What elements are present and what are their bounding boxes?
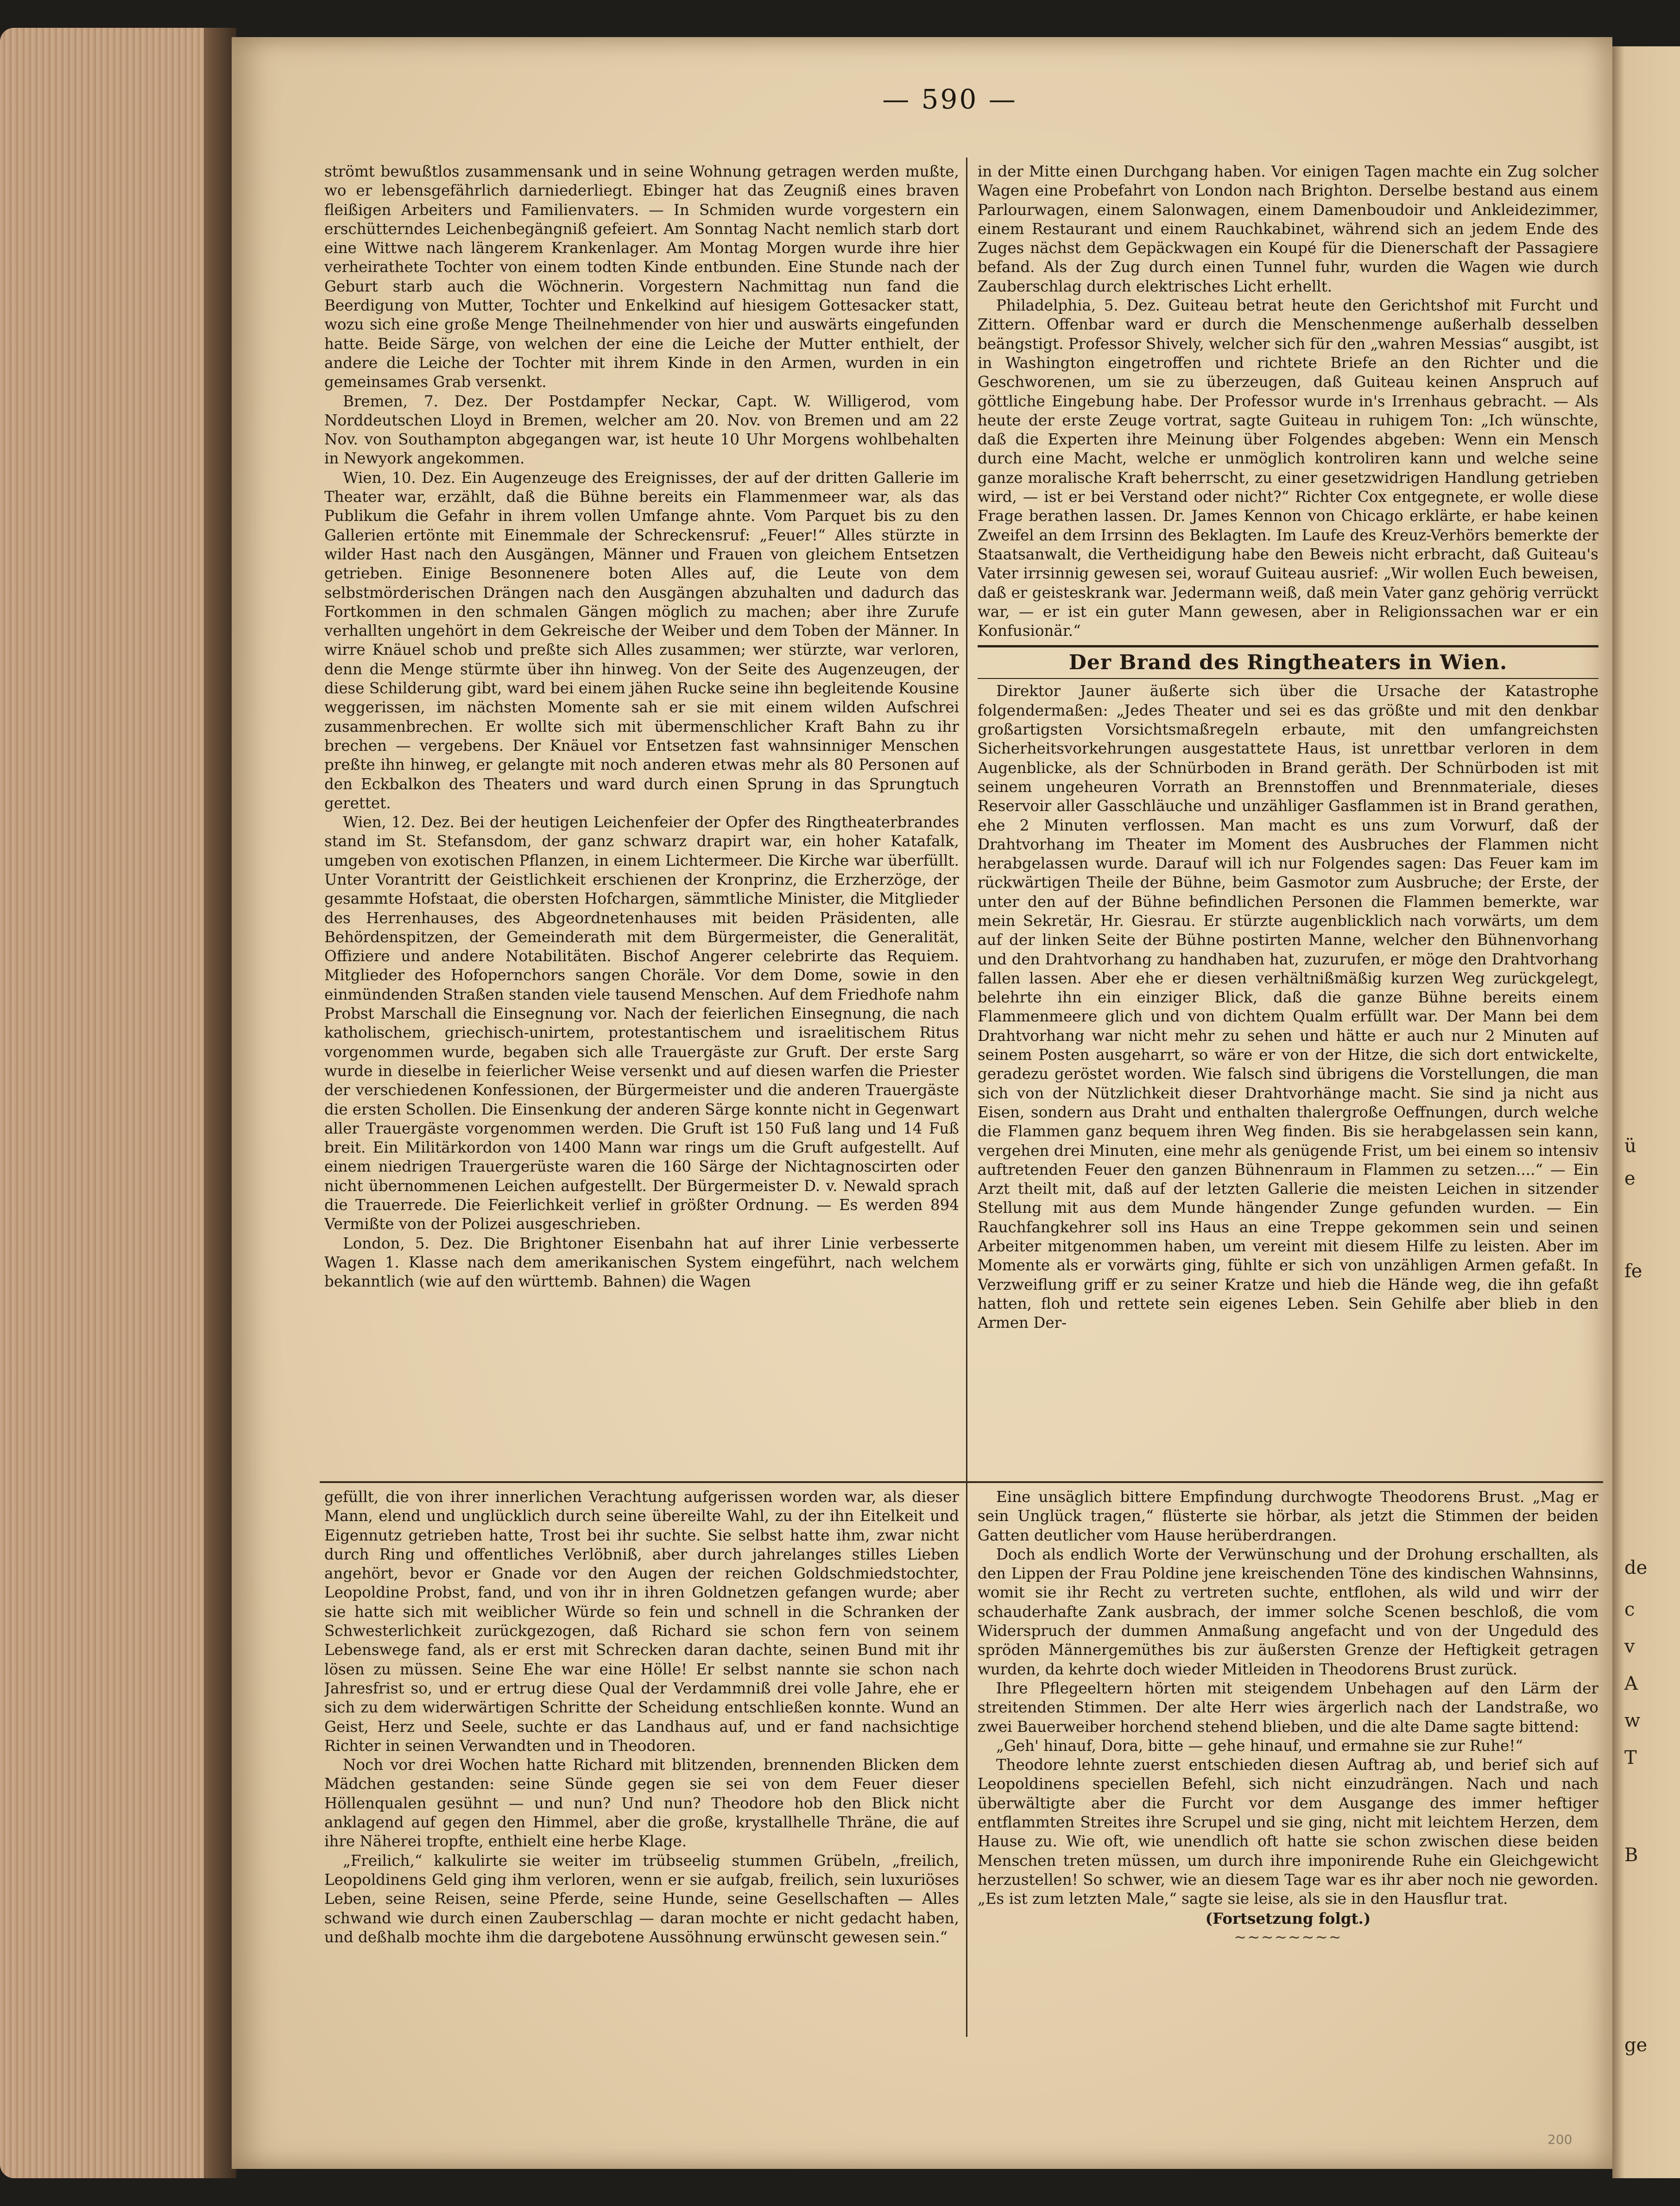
news-column-right — [978, 162, 1598, 1478]
book-page-edges — [0, 28, 232, 2178]
column-divider — [966, 158, 967, 1488]
page-number: — 590 — — [882, 83, 1017, 115]
story-paragraph: Eine unsäglich bittere Empfindung durchwogte Theodorens Brust. „Mag er sein Unglück tragen,“ flüsterte sie hörbar, als jetzt die Stimmen der beiden Gatten deutlicher vom Hause herüberdrangen. — [978, 1488, 1598, 1544]
news-column-left — [324, 162, 959, 1478]
news-item-wien-10: Wien, 10. Dez. Ein Augenzeuge des Ereignisses, der auf der dritten Gallerie im Theater war, erzählt, daß die Bühne bereits ein Flammenmeer war, als das Publikum die Gefahr in ihrem vollen Umfange ahnte. Vom Parquet bis zu den Gallerien ertönte mit Einemmale der Schreckensruf: „Feuer!“ Alles stürzte in wilder Hast nach den Ausgängen, Männer und Frauen von gleichem Entsetzen getrieben. Einige Besonnenere boten Alles auf, die Leute von dem selbstmörderischen Drängen nach den Ausgängen abzuhalten und dadurch das Fortkommen in den schmalen Gängen möglich zu machen; aber ihre Zurufe verhallten ungehört in dem Gekreische der Weiber und dem Toben der Männer. In wirre Knäuel schob und preßte sich Alles zusammen; wer stürzte, war verloren, denn die Menge stürmte über ihn hinweg. Von der Seite des Augenzeugen, der diese Schilderung gibt, ward bei einem jähen Rucke seine ihn begleitende Kousine weggerissen, im nächsten Momente sah er sie mit einem wilden Aufschrei zusammenbrechen. Er wollte sich mit übermenschlicher Kraft Bahn zu ihr brechen — vergebens. Der Knäuel vor Entsetzen fast wahnsinniger Menschen preßte ihn hinweg, er gelangte mit noch anderen etwas mehr als 80 Personen auf den Eckbalkon des Theaters und ward durch einen Sprung in das Sprungtuch gerettet. — [324, 469, 959, 812]
adjacent-fragment: v — [1624, 1636, 1635, 1657]
adjacent-fragment: de — [1624, 1557, 1648, 1578]
adjacent-fragment: c — [1624, 1599, 1635, 1620]
story-paragraph: Theodore lehnte zuerst entschieden diesen Auftrag ab, und berief sich auf Leopoldinens speciellen Befehl, sich nicht einzudrängen. Nach und nach überwältigte aber die Furcht vor dem Ausgange des immer heftiger entflammten Streites ihre Scrupel und sie ging, nicht mit leichtem Herzen, dem Hause zu. Wie oft, wie unendlich oft hatte sie schon zwischen diese beiden Menschen treten müssen, um durch ihre imponirende Ruhe ein Gleichgewicht herzustellen! So schwer, wie an diesem Tage war es ihr aber noch nie geworden. „Es ist zum letzten Male,“ sagte sie leise, als sie in den Hausflur trat. — [978, 1756, 1598, 1908]
adjacent-fragment: w — [1624, 1710, 1641, 1731]
news-item-london: London, 5. Dez. Die Brightoner Eisenbahn hat auf ihrer Linie verbesserte Wagen 1. Klasse nach dem amerikanischen System eingeführt, nach welchem bekanntlich (wie auf den württemb. Bahnen) die Wagen — [324, 1234, 959, 1291]
adjacent-fragment: ü — [1624, 1135, 1636, 1157]
end-ornament: ~~~~~~~~ — [1234, 1928, 1342, 1946]
news-item-wien-12: Wien, 12. Dez. Bei der heutigen Leichenfeier der Opfer des Ringtheaterbrandes stand im St. Stefansdom, der ganz schwarz drapirt war, ein hoher Katafalk, umgeben von exotischen Pflanzen, in einem Lichtermeer. Die Kirche war überfüllt. Unter Vorantritt der Geistlichkeit erschienen der Kronprinz, die Erzherzöge, der gesammte Hofstaat, die obersten Hofchargen, sämmtliche Minister, die Mitglieder des Herrenhauses, des Abgeordnetenhauses mit beiden Präsidenten, alle Behördenspitzen, der Gemeinderath mit dem Bürgermeister, die Generalität, Offiziere und andere Notabilitäten. Bischof Angerer celebrirte das Requiem. Mitglieder des Hofopernchors sangen Choräle. Vor dem Dome, sowie in den einmündenden Straßen standen viele tausend Menschen. Auf dem Friedhofe nahm Probst Marschall die Einsegnung vor. Nach der feierlichen Einsegnung, die nach katholischem, griechisch-unirtem, protestantischem und israelitischem Ritus vorgenommen wurde, begaben sich alle Trauergäste zur Gruft. Der erste Sarg wurde in dieselbe in feierlicher Weise versenkt und auf diesen warfen die Priester der verschiedenen Konfessionen, der Bürgermeister und die anderen Trauergäste die ersten Schollen. Die Einsenkung der anderen Särge konnte nicht in Gegenwart aller Trauergäste vorgenommen werden. Die Gruft ist 150 Fuß lang und 14 Fuß breit. Ein Militärkordon von 1400 Mann war rings um die Gruft aufgestellt. Auf einem niedrigen Trauergerüste waren die 160 Särge der Nichtagnoscirten oder nicht übernommenen Leichen aufgestellt. Der Bürgermeister D. v. Newald sprach die Trauerrede. Die Feierlichkeit verlief in größter Ordnung. — Es werden 894 Vermißte von der Polizei ausgeschrieben. — [324, 813, 959, 1233]
story-paragraph: „Geh' hinauf, Dora, bitte — gehe hinauf, und ermahne sie zur Ruhe!“ — [996, 1737, 1523, 1755]
story-paragraph: „Freilich,“ kalkulirte sie weiter im trübseelig stummen Grübeln, „freilich, Leopoldinens Geld ging ihm verloren, wenn er sie aufgab, freilich, sein luxuriöses Leben, seine Reisen, seine Pferde, seine Hunde, seine Gesellschaften — Alles schwand wie durch einen Zauberschlag — daran mochte er nicht gedacht haben, und deßhalb mochte ihm die dargebotene Aussöhnung erwünscht gewesen sein.“ — [324, 1851, 959, 1946]
story-paragraph: Ihre Pflegeeltern hörten mit steigendem Unbehagen auf den Lärm der streitenden Stimmen. Der alte Herr wies ärgerlich nach der Landstraße, wo zwei Bauerweiber horchend stehend blieben, und die alte Dame sagte bittend: — [978, 1679, 1598, 1736]
news-paragraph: in der Mitte einen Durchgang haben. Vor einigen Tagen machte ein Zug solcher Wagen eine Probefahrt von London nach Brighton. Derselbe bestand aus einem Parlourwagen, einem Salonwagen, einem Damenboudoir und Ankleidezimmer, einem Restaurant und einem Rauchkabinet, während sich an jedem Ende des Zuges nächst dem Gepäckwagen ein Koupé für die Dienerschaft der Passagiere befand. Als der Zug durch einen Tunnel fuhr, wurden die Wagen wie durch Zauberschlag durch elektrisches Licht erhellt. — [978, 163, 1598, 295]
adjacent-fragment: ge — [1624, 2035, 1648, 2056]
article-ringtheater: Direktor Jauner äußerte sich über die Ursache der Katastrophe folgendermaßen: „Jedes Theater und sei es das größte und mit den denkbar großartigsten Vorsichtsmaßregeln erbaute, mit den umfangreichsten Sicherheitsvorkehrungen ausgestattete Haus, ist unrettbar verloren in dem Augenblicke, als der Schnürboden in Brand geräth. Der Schnürboden ist mit seinem ungeheuren Vorrath an Brennstoffen und Brennmateriale, dieses Reservoir aller Gasschläuche und unzähliger Gasflammen ist in Brand gerathen, ehe 2 Minuten verflossen. Man macht es uns zum Vorwurf, daß der Drahtvorhang im Theater im Moment des Ausbruches der Flammen nicht herabgelassen wurde. Darauf will ich nur Folgendes sagen: Das Feuer kam im rückwärtigen Theile der Bühne, beim Gasmotor zum Ausbruche; der Erste, der unter den auf der Bühne befindlichen Personen die Flammen bemerkte, war mein Sekretär, Hr. Giesrau. Er stürzte augenblicklich nach vorwärts, um dem auf der linken Seite der Bühne postirten Manne, welcher den Bühnenvorhang und den Drahtvorhang zu handhaben hat, zuzurufen, er möge den Drahtvorhang fallen lassen. Aber ehe er diesen verhältnißmäßig kurzen Weg zurückgelegt, belehrte ihn ein einziger Blick, daß die ganze Bühne bereits einem Flammenmeere glich und von dichtem Qualm erfüllt war. Der Mann bei dem Drahtvorhang war nicht mehr zu sehen und hätte er auch nur 2 Minuten auf seinem Posten ausgeharrt, so wäre er von der Hitze, die sich dort entwickelte, geradezu geröstet worden. Wie falsch sind übrigens die Vorstellungen, die man sich von der Nützlichkeit dieser Drahtvorhänge macht. Sie sind ja nicht aus Eisen, sondern aus Draht und enthalten thalergroße Oeffnungen, durch welche die Flammen ganz bequem ihren Weg finden. Bis sie herabgelassen sein kann, vergehen drei Minuten, eine mehr als genügende Frist, um bei einem so intensiv auftretenden Feuer den ganzen Bühnenraum in Flammen zu setzen....“ — Ein Arzt theilt mit, daß auf der letzten Gallerie die meisten Leichen in sitzender Stellung mit aus dem Munde hängender Zunge gefunden wurden. — Ein Rauchfangkehrer soll ins Haus an eine Treppe gekommen sein und seinen Arbeiter mitgenommen haben, um vereint mit diesem Hilfe zu leisten. Aber im Momente als er vorwärts ging, fühlte er sich von unzähligen Armen gefaßt. In Verzweiflung griff er zu seiner Kratze und hieb die Hände weg, die ihn gefaßt hatten, floh und rettete sein eigenes Leben. Sein Gehilfe aber blieb in den Armen Der- — [978, 682, 1598, 1332]
story-paragraph: Noch vor drei Wochen hatte Richard mit blitzenden, brennenden Blicken dem Mädchen gestanden: seine Sünde gegen sie sei von dem Feuer dieser Höllenqualen gesühnt — und nun? Und nun? Theodore hob den Blick nicht anklagend auf gegen den Himmel, aber die große, krystallhelle Thräne, die auf ihre Näherei tropfte, enthielt eine herbe Klage. — [324, 1756, 959, 1851]
adjacent-fragment: B — [1624, 1845, 1638, 1866]
continued-notice: (Fortsetzung folgt.) — [1205, 1909, 1371, 1927]
pencil-annotation: 200 — [1547, 2132, 1573, 2147]
adjacent-fragment: fe — [1624, 1261, 1642, 1282]
news-item-bremen: Bremen, 7. Dez. Der Postdampfer Neckar, Capt. W. Willigerod, vom Norddeutschen Lloyd in Bremen, welcher am 20. Nov. von Bremen und am 22 Nov. von Southampton abgegangen war, ist heute 10 Uhr Morgens wohlbehalten in Newyork angekommen. — [324, 392, 959, 468]
news-paragraph: strömt bewußtlos zusammensank und in seine Wohnung getragen werden mußte, wo er lebensgefährlich darniederliegt. Ebinger hat das Zeugniß eines braven fleißigen Arbeiters und Familienvaters. — In Schmiden wurde vorgestern ein erschütterndes Leichenbegängniß gefeiert. Am Sonntag Nacht nemlich starb dort eine Wittwe nach längerem Krankenlager. Am Montag Morgen wurde ihre hier verheirathete Tochter von einem todten Kinde entbunden. Eine Stunde nach der Geburt starb auch die Wöchnerin. Vorgestern Nachmittag nun fand die Beerdigung von Mutter, Tochter und Enkelkind auf hiesigem Gottesacker statt, wozu sich eine große Menge Theilnehmender von hier und auswärts eingefunden hatte. Beide Särge, von welchen der eine die Leiche der Mutter enthielt, der andere die Leiche der Tochter mit ihrem Kinde in den Armen, wurden in ein gemeinsames Grab versenkt. — [324, 163, 959, 391]
adjacent-page-strip — [1612, 46, 1680, 2178]
adjacent-fragment: A — [1624, 1673, 1638, 1694]
story-paragraph: Doch als endlich Worte der Verwünschung und der Drohung erschallten, als den Lippen der Frau Poldine jene kreischenden Töne des kindischen Wahnsinns, womit sie ihr Recht zu vertreten suchte, entflohen, als wild und wirr der schauderhafte Zank ausbrach, der immer solche Scenen beschloß, die vom Widerspruch der dummen Anmaßung angefacht und von der Ungeduld des spröden Männergemüthes bis zur äußersten Grenze der Heftigkeit getragen wurden, da kehrte doch wieder Mitleiden in Theodorens Brust zurück. — [978, 1545, 1598, 1678]
adjacent-fragment: T — [1624, 1747, 1637, 1769]
column-divider — [966, 1485, 967, 2037]
section-heading: Der Brand des Ringtheaters in Wien. — [978, 645, 1598, 679]
feuilleton-column-right — [978, 1488, 1598, 2035]
feuilleton-column-left — [324, 1488, 959, 2035]
story-paragraph: gefüllt, die von ihrer innerlichen Verachtung aufgerissen worden war, als dieser Mann, elend und unglücklich durch seine übereilte Wahl, zu der ihn Eitelkeit und Eigennutz getrieben hatte, Trost bei ihr suchte. Sie selbst hatte ihm, zwar nicht durch Ring und offentliches Verlöbniß, aber durch jahrelanges stilles Lieben angehört, bevor er Gnade vor den Augen der reichen Goldschmiedstochter, Leopoldine Probst, fand, und von ihr in ihren Goldnetzen gefangen wurde; aber sie hatte sich mit weiblicher Würde so fein und schnell in die Schranken der Schwesterlichkeit zurückgezogen, daß Richard sie schon fern von seinem Lebenswege fand, als er erst mit Schrecken daran dachte, seinen Bund mit ihr lösen zu müssen. Seine Ehe war eine Hölle! Er selbst nannte sie schon nach Jahresfrist so, und er ertrug diese Qual der Verdammniß drei volle Jahre, ehe er sich zu dem widerwärtigen Schritte der Scheidung entschließen konnte. Wund an Geist, Herz und Seele, suchte er das Landhaus auf, und er fand nachsichtige Richter in seinen Verwandten und in Theodoren. — [324, 1488, 959, 1755]
news-item-philadelphia: Philadelphia, 5. Dez. Guiteau betrat heute den Gerichtshof mit Furcht und Zittern. Offenbar ward er durch die Menschenmenge außerhalb desselben beängstigt. Professor Shively, welcher sich für den „wahren Messias“ ausgibt, ist in Washington eingetroffen und richtete Briefe an den Richter und die Geschworenen, um sie zu überzeugen, daß Guiteau keinen Anspruch auf göttliche Eingebung habe. Der Professor wurde in's Irrenhaus gebracht. — Als heute der erste Zeuge vortrat, sagte Guiteau in ruhigem Ton: „Ich wünschte, daß die Experten ihre Meinung über Folgendes abgeben: Wenn ein Mensch durch eine Macht, welche er unmöglich kontroliren kann und welche seine ganze moralische Kraft beherrscht, zu einer gesetzwidrigen Handlung getrieben wird, — ist er bei Verstand oder nicht?“ Richter Cox entgegnete, er wolle diese Frage berathen lassen. Dr. James Kennon von Chicago erklärte, er habe keinen Zweifel an dem Irrsinn des Beklagten. Im Laufe des Kreuz-Verhörs bemerkte der Staatsanwalt, die Vertheidigung habe den Beweis nicht erbracht, daß Guiteau's Vater irrsinnig gewesen sei, worauf Guiteau ausrief: „Wir wollen Euch beweisen, daß er geisteskrank war. Jedermann weiß, daß mein Vater ganz gehörig verrückt war, — er ist ein guter Mann gewesen, aber in Religionssachen war er ein Konfusionär.“ — [978, 297, 1598, 640]
adjacent-fragment: e — [1624, 1168, 1636, 1189]
feuilleton-divider — [320, 1481, 1603, 1483]
